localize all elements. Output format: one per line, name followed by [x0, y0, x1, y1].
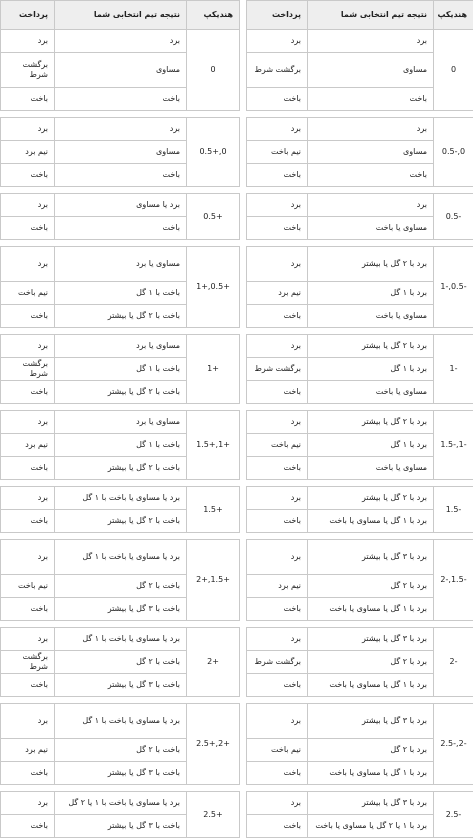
- table-row: [1, 792, 473, 815]
- left-payout-cell: باخت: [1, 164, 55, 187]
- left-result-cell: باخت: [55, 217, 187, 240]
- table-row: [1, 335, 473, 358]
- column-gap: [240, 358, 247, 381]
- header-row: [1, 1, 473, 30]
- left-payout-cell: باخت: [1, 217, 55, 240]
- left-result-cell: مساوی: [55, 141, 187, 164]
- right-payout-cell: باخت: [247, 457, 308, 480]
- column-gap: [240, 815, 247, 838]
- left-result-cell: برد: [55, 30, 187, 53]
- table-row: [1, 247, 473, 282]
- right-payout-cell: برد: [247, 540, 308, 575]
- left-handicap-cell: 0: [187, 30, 240, 111]
- column-gap: [240, 305, 247, 328]
- group-separator: [1, 480, 473, 487]
- column-gap: [240, 792, 247, 815]
- left-payout-cell: برد: [1, 247, 55, 282]
- right-result-header: نتیجه تیم انتخابی شما: [308, 1, 434, 30]
- left-result-cell: باخت با ۲ گل یا بیشتر: [55, 381, 187, 404]
- group-separator: [1, 404, 473, 411]
- left-handicap-header: هندیکپ: [187, 1, 240, 30]
- left-payout-cell: باخت: [1, 88, 55, 111]
- right-result-cell: برد با ۲ گل یا بیشتر: [308, 487, 434, 510]
- column-gap: [240, 651, 247, 674]
- left-payout-cell: باخت: [1, 305, 55, 328]
- left-payout-cell: برگشت شرط: [1, 651, 55, 674]
- separator-cell: [1, 404, 473, 411]
- group-separator: [1, 533, 473, 540]
- left-result-cell: مساوی یا برد: [55, 335, 187, 358]
- table-row: [1, 411, 473, 434]
- right-payout-cell: باخت: [247, 762, 308, 785]
- left-result-cell: باخت با ۳ گل یا بیشتر: [55, 598, 187, 621]
- left-payout-cell: برد: [1, 704, 55, 739]
- right-payout-cell: برد: [247, 411, 308, 434]
- right-payout-cell: برد: [247, 194, 308, 217]
- right-handicap-header: هندیکپ: [434, 1, 473, 30]
- right-result-cell: باخت: [308, 164, 434, 187]
- right-payout-cell: باخت: [247, 815, 308, 838]
- table-row: [1, 628, 473, 651]
- right-payout-cell: برد: [247, 30, 308, 53]
- left-payout-cell: برد: [1, 194, 55, 217]
- left-handicap-cell: +1.5: [187, 487, 240, 533]
- separator-cell: [1, 240, 473, 247]
- column-gap: [240, 739, 247, 762]
- column-gap: [240, 575, 247, 598]
- right-payout-cell: برد: [247, 487, 308, 510]
- group-separator: [1, 328, 473, 335]
- table-row: [1, 540, 473, 575]
- left-payout-cell: باخت: [1, 674, 55, 697]
- column-gap: [240, 704, 247, 739]
- left-payout-cell: باخت: [1, 598, 55, 621]
- right-payout-cell: برگشت شرط: [247, 651, 308, 674]
- left-result-cell: برد یا مساوی: [55, 194, 187, 217]
- right-payout-cell: نیم برد: [247, 575, 308, 598]
- left-result-cell: برد یا مساوی یا باخت با ۱ گل: [55, 628, 187, 651]
- column-gap: [240, 487, 247, 510]
- right-payout-cell: برد: [247, 118, 308, 141]
- column-gap: [240, 762, 247, 785]
- left-payout-cell: باخت: [1, 510, 55, 533]
- right-result-cell: مساوی: [308, 53, 434, 88]
- right-payout-cell: برد: [247, 247, 308, 282]
- left-payout-cell: برد: [1, 628, 55, 651]
- right-result-cell: برد با ۳ گل یا بیشتر: [308, 628, 434, 651]
- group-separator: [1, 187, 473, 194]
- left-result-header: نتیجه تیم انتخابی شما: [55, 1, 187, 30]
- table-row: [1, 118, 473, 141]
- group-separator: [1, 621, 473, 628]
- right-payout-cell: برگشت شرط: [247, 358, 308, 381]
- column-gap: [240, 540, 247, 575]
- column-gap: [240, 88, 247, 111]
- right-result-cell: برد: [308, 118, 434, 141]
- left-result-cell: باخت: [55, 88, 187, 111]
- left-result-cell: باخت با ۳ گل یا بیشتر: [55, 674, 187, 697]
- column-gap: [240, 247, 247, 282]
- left-handicap-cell: +2: [187, 628, 240, 697]
- right-result-cell: برد با ۱ گل یا مساوی یا باخت: [308, 510, 434, 533]
- left-payout-cell: باخت: [1, 762, 55, 785]
- right-handicap-cell: 0: [434, 30, 473, 111]
- right-result-cell: برد با ۳ گل یا بیشتر: [308, 540, 434, 575]
- left-handicap-cell: +1.5,+2: [187, 540, 240, 621]
- group-separator: [1, 697, 473, 704]
- right-result-cell: برد با ۱ گل یا مساوی یا باخت: [308, 598, 434, 621]
- right-result-cell: مساوی یا باخت: [308, 381, 434, 404]
- table-body: [1, 30, 473, 838]
- right-result-cell: برد با ۲ گل یا بیشتر: [308, 411, 434, 434]
- right-handicap-cell: -1.5: [434, 487, 473, 533]
- column-gap: [240, 1, 247, 30]
- left-handicap-cell: +0.5: [187, 194, 240, 240]
- separator-cell: [1, 111, 473, 118]
- right-handicap-cell: -1: [434, 335, 473, 404]
- left-payout-cell: برد: [1, 792, 55, 815]
- right-result-cell: برد با ۲ گل یا بیشتر: [308, 247, 434, 282]
- right-payout-cell: برد: [247, 704, 308, 739]
- left-handicap-cell: +2,+2.5: [187, 704, 240, 785]
- left-payout-cell: باخت: [1, 381, 55, 404]
- left-payout-cell: برد: [1, 30, 55, 53]
- left-result-cell: باخت با ۲ گل: [55, 575, 187, 598]
- right-payout-cell: برد: [247, 792, 308, 815]
- right-handicap-cell: -2: [434, 628, 473, 697]
- column-gap: [240, 53, 247, 88]
- left-payout-cell: برد: [1, 487, 55, 510]
- right-result-cell: برد با ۱ یا ۲ گل یا مساوی یا باخت: [308, 815, 434, 838]
- separator-cell: [1, 621, 473, 628]
- left-result-cell: مساوی: [55, 53, 187, 88]
- group-separator: [1, 240, 473, 247]
- right-result-cell: برد با ۲ گل یا بیشتر: [308, 335, 434, 358]
- left-result-cell: باخت با ۱ گل: [55, 358, 187, 381]
- column-gap: [240, 628, 247, 651]
- left-result-cell: باخت با ۲ گل: [55, 651, 187, 674]
- right-result-cell: مساوی: [308, 141, 434, 164]
- separator-cell: [1, 785, 473, 792]
- column-gap: [240, 434, 247, 457]
- right-result-cell: برد با ۲ گل: [308, 739, 434, 762]
- left-result-cell: برد یا مساوی یا باخت با ۱ گل: [55, 704, 187, 739]
- right-payout-cell: نیم باخت: [247, 434, 308, 457]
- left-handicap-cell: +1: [187, 335, 240, 404]
- right-payout-cell: نیم باخت: [247, 739, 308, 762]
- right-payout-cell: نیم برد: [247, 282, 308, 305]
- right-result-cell: برد با ۳ گل یا بیشتر: [308, 792, 434, 815]
- right-result-cell: برد: [308, 194, 434, 217]
- column-gap: [240, 411, 247, 434]
- column-gap: [240, 164, 247, 187]
- left-payout-cell: برد: [1, 411, 55, 434]
- column-gap: [240, 30, 247, 53]
- right-payout-cell: نیم باخت: [247, 141, 308, 164]
- left-payout-cell: برگشت شرط: [1, 53, 55, 88]
- separator-cell: [1, 697, 473, 704]
- right-payout-cell: باخت: [247, 674, 308, 697]
- right-result-cell: برد با ۱ گل: [308, 282, 434, 305]
- column-gap: [240, 194, 247, 217]
- column-gap: [240, 457, 247, 480]
- right-handicap-cell: -0.5,-1: [434, 247, 473, 328]
- column-gap: [240, 217, 247, 240]
- right-handicap-cell: -2,-2.5: [434, 704, 473, 785]
- right-result-cell: برد با ۲ گل: [308, 575, 434, 598]
- right-result-cell: مساوی یا باخت: [308, 217, 434, 240]
- right-result-cell: برد: [308, 30, 434, 53]
- column-gap: [240, 510, 247, 533]
- column-gap: [240, 598, 247, 621]
- left-result-cell: مساوی یا برد: [55, 411, 187, 434]
- right-payout-cell: برگشت شرط: [247, 53, 308, 88]
- separator-cell: [1, 480, 473, 487]
- group-separator: [1, 785, 473, 792]
- left-result-cell: باخت با ۳ گل یا بیشتر: [55, 762, 187, 785]
- right-payout-cell: باخت: [247, 217, 308, 240]
- right-payout-cell: باخت: [247, 305, 308, 328]
- left-result-cell: باخت با ۱ گل: [55, 282, 187, 305]
- left-payout-cell: نیم باخت: [1, 575, 55, 598]
- left-handicap-cell: +0.5,+1: [187, 247, 240, 328]
- column-gap: [240, 118, 247, 141]
- left-payout-cell: برد: [1, 540, 55, 575]
- right-payout-header: پرداخت: [247, 1, 308, 30]
- left-payout-cell: باخت: [1, 815, 55, 838]
- left-handicap-cell: +2.5: [187, 792, 240, 838]
- left-result-cell: برد یا مساوی یا باخت با ۱ گل: [55, 487, 187, 510]
- left-payout-cell: برد: [1, 335, 55, 358]
- table-row: [1, 30, 473, 53]
- separator-cell: [1, 187, 473, 194]
- left-payout-cell: نیم برد: [1, 739, 55, 762]
- left-result-cell: برد: [55, 118, 187, 141]
- column-gap: [240, 335, 247, 358]
- right-handicap-cell: 0,-0.5: [434, 118, 473, 187]
- right-payout-cell: باخت: [247, 88, 308, 111]
- right-result-cell: برد با ۱ گل: [308, 358, 434, 381]
- right-payout-cell: برد: [247, 335, 308, 358]
- left-payout-cell: برد: [1, 118, 55, 141]
- left-result-cell: برد یا مساوی یا باخت با ۱ یا ۲ گل: [55, 792, 187, 815]
- left-payout-cell: برگشت شرط: [1, 358, 55, 381]
- column-gap: [240, 674, 247, 697]
- left-handicap-cell: +1,+1.5: [187, 411, 240, 480]
- left-handicap-cell: 0,+0.5: [187, 118, 240, 187]
- left-payout-cell: نیم برد: [1, 141, 55, 164]
- left-payout-cell: نیم باخت: [1, 282, 55, 305]
- column-gap: [240, 282, 247, 305]
- column-gap: [240, 141, 247, 164]
- right-handicap-cell: -0.5: [434, 194, 473, 240]
- left-result-cell: باخت با ۲ گل یا بیشتر: [55, 510, 187, 533]
- left-result-cell: مساوی یا برد: [55, 247, 187, 282]
- table-row: [1, 487, 473, 510]
- right-result-cell: مساوی یا باخت: [308, 305, 434, 328]
- group-separator: [1, 111, 473, 118]
- separator-cell: [1, 328, 473, 335]
- separator-cell: [1, 533, 473, 540]
- left-result-cell: باخت با ۲ گل یا بیشتر: [55, 457, 187, 480]
- right-result-cell: مساوی یا باخت: [308, 457, 434, 480]
- left-result-cell: برد یا مساوی یا باخت با ۱ گل: [55, 540, 187, 575]
- right-handicap-cell: -1.5,-2: [434, 540, 473, 621]
- left-payout-header: پرداخت: [1, 1, 55, 30]
- right-payout-cell: باخت: [247, 164, 308, 187]
- right-result-cell: برد با ۱ گل: [308, 434, 434, 457]
- right-result-cell: برد با ۱ گل یا مساوی یا باخت: [308, 762, 434, 785]
- right-result-cell: برد با ۳ گل یا بیشتر: [308, 704, 434, 739]
- right-result-cell: باخت: [308, 88, 434, 111]
- left-result-cell: باخت با ۳ گل یا بیشتر: [55, 815, 187, 838]
- column-gap: [240, 381, 247, 404]
- left-payout-cell: نیم برد: [1, 434, 55, 457]
- left-result-cell: باخت با ۲ گل یا بیشتر: [55, 305, 187, 328]
- left-result-cell: باخت: [55, 164, 187, 187]
- right-payout-cell: باخت: [247, 598, 308, 621]
- left-result-cell: باخت با ۱ گل: [55, 434, 187, 457]
- table-row: [1, 194, 473, 217]
- table-row: [1, 704, 473, 739]
- right-payout-cell: برد: [247, 628, 308, 651]
- right-payout-cell: باخت: [247, 510, 308, 533]
- right-handicap-cell: -1,-1.5: [434, 411, 473, 480]
- left-payout-cell: باخت: [1, 457, 55, 480]
- right-payout-cell: باخت: [247, 381, 308, 404]
- left-result-cell: باخت با ۲ گل: [55, 739, 187, 762]
- right-result-cell: برد با ۲ گل: [308, 651, 434, 674]
- right-result-cell: برد با ۱ گل یا مساوی یا باخت: [308, 674, 434, 697]
- right-handicap-cell: -2.5: [434, 792, 473, 838]
